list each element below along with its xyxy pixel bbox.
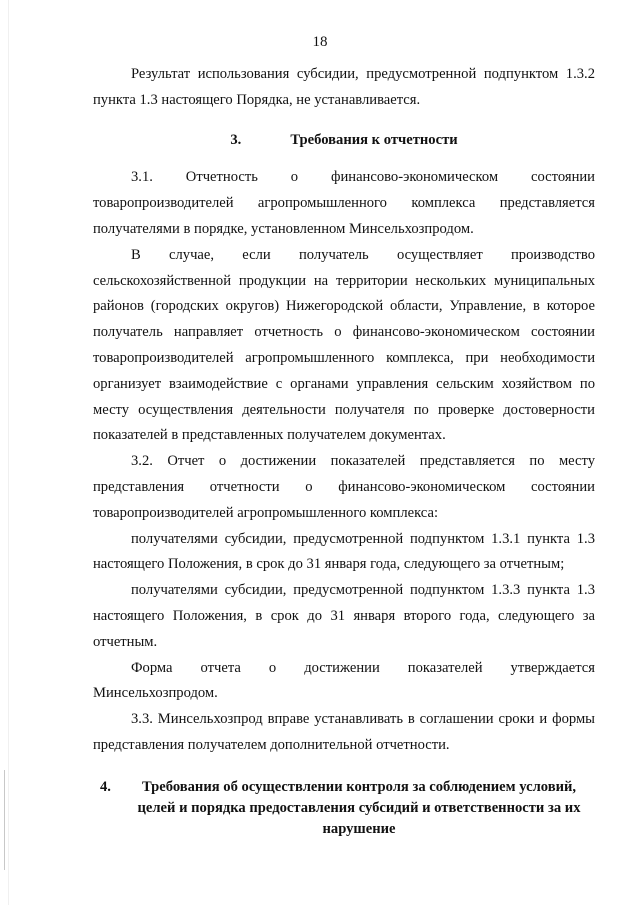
section-4-heading xyxy=(93,777,595,840)
paragraph-3-1: 3.1. Отчетность о финансово-экономическом состоянии товаропроизводителей агропромышленного комплекса представляется получателями в порядке, установленном Минсельхозпродом. xyxy=(93,169,595,237)
paragraph-3-2-form: Форма отчета о достижении показателей утверждается Минсельхозпродом. xyxy=(93,659,595,702)
paragraph-3-2: 3.2. Отчет о достижении показателей представляется по месту представления отчетности о финансово-экономическом состоянии товаропроизводителей агропромышленного комплекса: xyxy=(93,453,595,521)
paragraph-3-3: 3.3. Минсельхозпрод вправе устанавливать в соглашении сроки и формы представления получателем дополнительной отчетности. xyxy=(93,711,595,753)
page-number: 18 xyxy=(312,34,328,50)
scan-edge-line xyxy=(8,0,9,905)
section-3-title: Требования к отчетности xyxy=(290,131,458,148)
paragraph-result: Результат использования субсидии, предусмотренной подпунктом 1.3.2 пункта 1.3 настоящего Порядка, не устанавливается. xyxy=(93,66,595,108)
paragraph-3-2-item-2: получателями субсидии, предусмотренной подпунктом 1.3.3 пункта 1.3 настоящего Положения, в срок до 31 января второго года, следующего за отчетным. xyxy=(93,582,595,650)
section-3-heading xyxy=(93,128,595,154)
document-body xyxy=(93,62,595,840)
section-4-title: Требования об осуществлении контроля за соблюдением условий, целей и порядка предоставления субсидий и ответственности за их нарушение xyxy=(137,778,581,837)
paragraph-3-1-case: В случае, если получатель осуществляет производство сельскохозяйственной продукции на территории нескольких муниципальных районов (городских округов) Нижегородской области, Управление, в которое получатель направляет отчетность о финансово-экономическом состоянии товаропроизводителей агропромышленного комплекса, при необходимости организует взаимодействие с органами управления сельским хозяйством по месту осуществления деятельности получателя по проверке достоверности показателей в представленных получателем документах. xyxy=(93,246,595,444)
section-4-number: 4. xyxy=(100,778,111,795)
paragraph-3-2-item-1: получателями субсидии, предусмотренной подпунктом 1.3.1 пункта 1.3 настоящего Положения, в срок до 31 января года, следующего за отчетным; xyxy=(93,530,595,573)
section-3-number: 3. xyxy=(230,131,242,148)
scan-margin-mark xyxy=(4,770,5,870)
